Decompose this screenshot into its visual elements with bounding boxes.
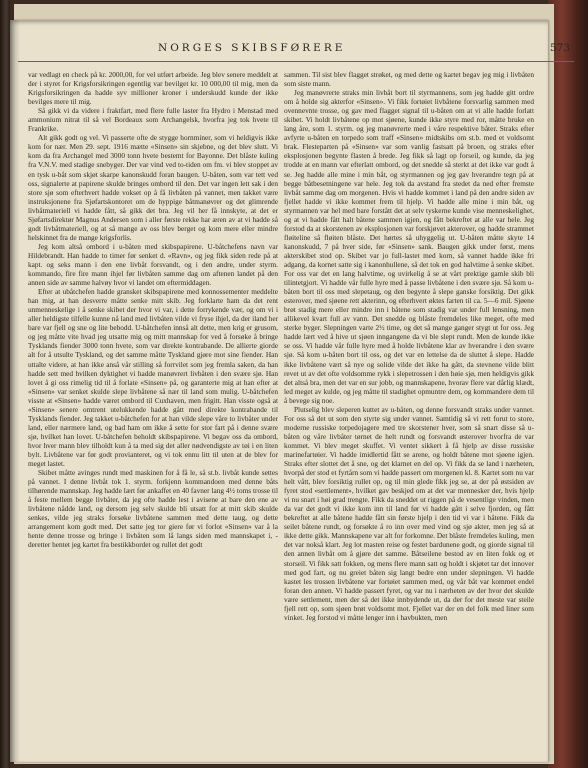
running-header: [18, 42, 574, 60]
book-binding-left: [0, 0, 10, 768]
paragraph: var vedlagt en check på kr. 2000,00, for vel utført arbeide. Jeg blev senere meddelt at der i styret for Krigsforsikringen egentlig var bevilget kr. 10 000,00 til mig, men da Krigsforsikringen da hadde syv millioner kroner i underskudd kunde der ikke bevilges mere til mig.: [28, 70, 278, 107]
paragraph: Alt gikk godt og vel. Vi passerte ofte de stygge hornminer, som vi heldigvis ikke kom for nær. Men 29. sept. 1916 mætte «Sinsen» sin skjebne, og det blev slutt. Vi kom da fra Archangel med 3000 tonn hvete bestemt for Bayonne. Det blåste kuling fra V.N.V. med stadige snebyger. Der var vind ved to-tiden om fm. vi blev stoppet av en tysk u-båt som skjøt skarpe kanonskudd foran baugen. U-båten, som var tett ved oss, signalerte at papirene skulde bringes ombord til den. Det var ingen lett sak i den store sjø som efterhvert hadde vokset op å få livbåten på vannet, men takket være instruksjonene fra Sjøfartskontoret om de hyppige båtmanøvrer og det glimrende livbåtmateriell vi hadde fått, så gikk det bra. Jeg vil her få innskyte, at det er Sjøfartsdirektør Magnus Andersen som i aller første rekke har æren av at vi hadde så godt livbåtmateriell, og at så mange av oss blev berget og kom mere eller mindre helskinnet fra de mange krigsforlis.: [28, 133, 278, 242]
paragraph: Efter at ubåtchefen hadde gransket skibspapirene med konnossementer meddelte han mig, at han desverre måtte senke mitt skib. Jeg forklarte ham da det rent unmenneskelige i å senke skibet der hvor vi var, i dette forrykende vær, og om vi i aller heldigste tilfelle kunne nå land med livbåten vilde vi fryse ihjel, da der iland her bare var fjell og sne og lite bebodd. U-båtchefen innså alt dette, men krig er grusom, og jeg måtte vite hvad jeg utsatte mig og mitt mannskap for ved å forsøke å bringe Tysklands fiender 3000 tonn hvete, som var direkte kontrabande. De allierte giorde alt for å utsulte Tyskland, og det samme måtte Tyskland gjøre mot sine fiender. Han uttalte videre, at han ikke anså vår stilling så forrvilet som jeg fremla saken, da han hadde sett med hvilken dyktighet vi hadde manøvrert livbåten i den svære sjø. Han lovet å gi oss rimelig tid til å forlate «Sinsen» på, og garanterte mig at han efter at «Sinsen» var senket skulde slepe livbåtene så nær til land som mulig. U-båtchefen visste at «Sinsen» hadde været ombord til Cuxhaven, men frigitt. Han visste også at «Sinsen» senere omtrent utelukkende hadde gått med direkte kontrabande til Tysklands fiender. Jeg takket u-båtchefen for at han vilde slepe våre to livbåter under land, eller nærmere land, og bad ham om ikke å sette for stor fart på i denne svære sjø, hvilket han lovet. U-båtchefen beholdt skibspapirene. Vi begav oss da ombord, hvor hver mann blev tilholdt kun å ta med sig det aller nødvendigste av tøi i en liten bylt. Livbåtene var før godt provianteret, og vi tok ennu litt til uten at de blev for meget lastet.: [28, 287, 278, 469]
paragraph: Så gikk vi da videre i fraktfart, med flere fulle laster fra Hydro i Menstad med ammonium nitrat til så vel Bordeaux som Archangelsk, hvorfra jeg tok hvete til Frankrike.: [28, 106, 278, 134]
paragraph: Jeg manøvrerte straks min livbåt bort til styrmannens, som jeg hadde gitt ordre om å holde sig akterfor «Sinsen». Vi fikk fortøiet livbåtene forsvarlig sammen med ovennevnte trosse, og gav med flagget signal til u-båten om at vi alle hadde forlatt skibet. Vi holdt livbåtene op mot sjøene, kunde ikke styre med ror, måtte bruke en lang åre, som 1. styrm. og jeg manøvrerte med i våre respektive båter. Straks efter avfyrte u-båten en torpedo som traff «Sinsen» midtskibs om st.b. med et voldsomt brak. Flesteparten på «Sinsen» var som vanlig fastsatt på broen, og straks efter eksplosjonen begynte flasten å brede. Jeg fikk så lagt op forseil, og kunde, da jeg trodde at en mann var efterlatt ombord, og det snedde så sterkt at det ikke var godt å se. Jeg hadde alle mine i min båt, og styrmannen og jeg gav hverandre tegn på at begge båtbesetningene var hele. Jeg tok da avstand fra stedet da ned efter fremste livbåt samme dag om morgenen. Hvis vi hadde kommet i land på den andre siden av fjellet hadde vi ikke kommet frem til hjelp. Vi hadde alle mine i min båt, og styrmannen var hel med bare forstått det at selv tyskerne kunde vise menneskelighet, og at vi hadde fått halt båtene sammen igjen, og fått bekreftet at alle var hele. Jeg forstod da at skorstenen av eksplosjonen var forskjøvet akterover, og hadde strammet fløiteline så fløiten blåste. Det hørtes så uhyggelig ut. U-båten måtte skyte 14 kanonskudd, 7 på hver side, før «Sinsen» sank. Baugen gikk under først, mens akterskibet stod op. Skibet var jo full-lastet med korn, så vannet hadde ikke fri adgang, da kornet satte sig i kanonhullene, så det tok en god halvtime å senke skibet. For oss var det en lang halvtime, og uvirkelig å se at vårt prektige gamle skib bli tilintetgjort. Vi hadde vår fulle hyre med å passe livbåtene i den svære sjø. Så kom u-båten bort til oss med slepetaug, og den begynte å slepe ganske forsiktig. Det gikk esterover, med sjøene rett akterinn, og efterhvert øktes farten til ca. 5—6 mil. Sjøene brøt stadig mere eller mindre inn i båtene som stadig var under full lensning, men allikevel kvart full av vann. Det snedde og blåste fremdeles like meget, ofte med sterke byger. Slepningen varte 2½ time, og det så mange ganger stygt ut for oss. Jeg hadde lært ved å hive ut sjøen inngangene da vi ble slept rundt. Men de kunde ikke se oss. Vi hadde vår fulle hyre med å holde livbåtene klar av hverandre i den svære sjø. Så kom u-båten bort til oss, og det var en lettelse da de sluttet å slepe. Hadde ikke livbåtene vært så nye og solide vilde det ikke ha gått, da stevnene vilde blitt revet ut av det ofte voldsomme rykk i slepetrossen i den høie sjø, men heldigvis gikk det altså bra, men det var en sur jobb, og mannskapene, hvorav flere var dårlig klædt, led meget av kulde, og jeg måtte til stadighet opmuntre dem, og kommandere dem til å bevege sig noe.: [284, 88, 534, 405]
gutter-shadow: [10, 20, 20, 762]
right-text-column: [284, 70, 534, 622]
left-text-column: [28, 70, 278, 549]
paragraph: Skibet måtte avinges rundt med maskinen for å få le, så st.b. livbåt kunde settes på vannet. I denne livbåt tok 1. styrm. forkjenn kommandoen med denne båts tilhørende mannskap. Jeg hadde lært før ankaffet en 40 favner lang 4½ toms trosse til å feste mellem begge livbåter, da jeg ofte hadde lest i avisene at bare den ene av livbåtene nådde land, og dersom jeg selv skulde bli utsatt for at mitt skib skulde senkes, vilde jeg straks forsøke livbåtene sammen med dette taug, og dette arrangement kom godt med. Det satte jeg tor giere før vi forlot «Sinsen» var å la hente denne trosse og bringe i livbåten som lå langs siden med mannskapet i, -deretter hentet jeg kartet fra bestikkbordet og rullet det godt: [28, 468, 278, 550]
book-binding-right: [548, 0, 588, 768]
running-title: NORGES SKIBSFØRERE: [158, 42, 346, 54]
paragraph: sammen. Til sist blev flagget strøket, og med dette og kartet begav jeg mig i livbåten som siste mann.: [284, 70, 534, 89]
paragraph: Plutselig blev sleperen kuttet av u-båten, og denne forsvandt straks under vannet. For oss så det ut som den styrte sig under vannet. Samtidig så vi rett forut to store, moderne russiske torpedojagere med tre skorstener hver, som så snart disse så u-båten og våre livbåter tørnet de helt rundt og forsvandt østerover hvorfra de var kommet. Vi blev meget skuffet. Vi ventet sikkert å få hjelp av disse russiske marinefartøier. Vi hadde imidlertid fått se arene, og holdt båtene mot sjøene igjen. Straks efter slottet det å sne, og det klarnet en del op. Vi fikk da se land i nærheten, hvorpå der stod et fyrtårn som vi hadde passert om morgenen kl. 8. Kartet som nu var helt vått, blev forsiktig rullet op, og til min glede fikk jeg se, at der på østsiden av fyret stod «settlement», hvilket gav beskjed om at det var mennesker der, hvis hjelp vi nu snart i høi grad trengte. Fikk da sneddet ut riggen på de vesentlige vinden, men da var det godt vi ikke kom inn til land før vi hadde gått i selve fjorden, og fått bekreftet at alle båtene hadde fått sin første hjelp i den tid vi var i båtene. Fikk da seilet båtene rundt, og forsøkte å ro inn over med vind og sjø akter, men jeg så at ikke dette gikk. Mannskapene var alt for forkomne. Det blåste fremdeles kuling, men det var nokså klart. Jeg lot masten reise og festet bardunene godt, og giorde signal til den annen livbåt om å gjøre det samme. Båtseilene bestod av en liten fokk og et storseil. Vi fikk satt fokken, og mens flere mann satt og holdt i skjøtet tar det innover med god fart, og nu greiet båten sig langt bedre enn under slepningen. Vi hadde kastet les trossen livbåtene var fortøiet sammen med, og vår båt var kommet endel foran den annen. Vi hadde passert fyret, og var nu i nærheten av der hvor det skulde være settlement, men der så det ikke innbydende ut, da der for det meste var steile fjell rett op, som sjøen brøt voldsomt mot. Fjellet var der en del folk med liner som vinket. Jeg forstod vi måtte lenger inn i havbukten, men: [284, 404, 534, 622]
page-number: 573: [549, 42, 570, 54]
header-rule: [18, 61, 574, 62]
paragraph: Jeg kom altså ombord i u-båten med skibspapirene. U-båtchefens navn var Hildebrandt. Han hadde to timer før senket d. «Ravn», og jeg fikk siden rede på at kapt. og seks mann i den ene livbåt forsvandt, og i den andre, under styrm. kommando, fire fire mann ihjel før livbåten samme dag om aftenen landet på den annen side av samme halvøy hvor vi landet om eftermiddagen.: [28, 241, 278, 288]
